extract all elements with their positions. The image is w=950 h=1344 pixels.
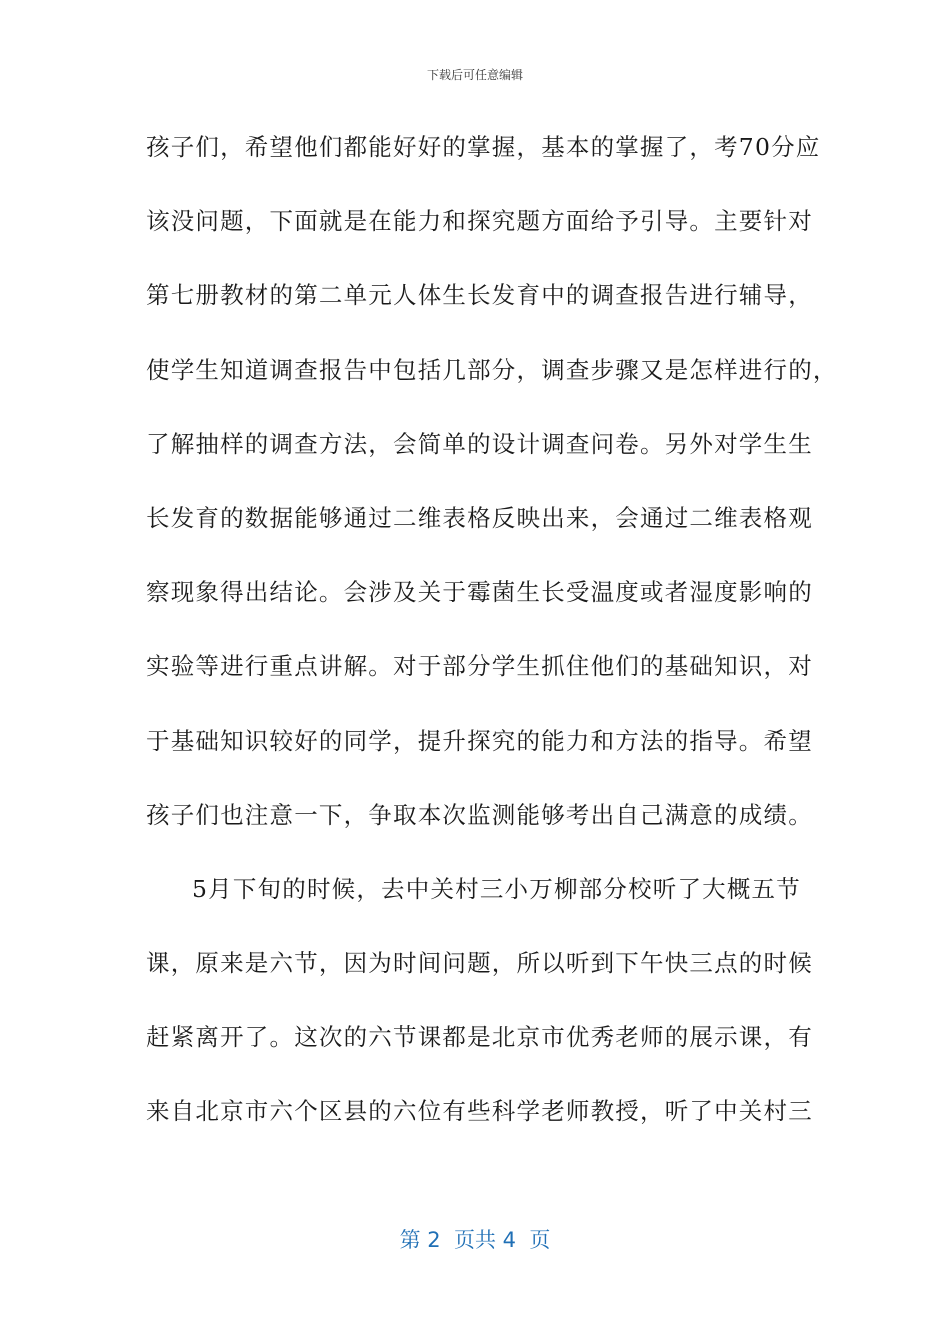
text-line: 使学生知道调查报告中包括几部分，调查步骤又是怎样进行的， <box>146 355 838 384</box>
text-line: 察现象得出结论。会涉及关于霉菌生长受温度或者湿度影响的 <box>146 578 813 607</box>
text-line: 长发育的数据能够通过二维表格反映出来，会通过二维表格观 <box>146 503 813 532</box>
text-line: 孩子们，希望他们都能好好的掌握，基本的掌握了，考70分应 <box>146 133 821 161</box>
text-line: 于基础知识较好的同学，提升探究的能力和方法的指导。希望 <box>146 726 813 755</box>
text-line: 来自北京市六个区县的六位有些科学老师教授，听了中关村三 <box>146 1097 813 1126</box>
paragraph-start-line: 5月下旬的时候，去中关村三小万柳部分校听了大概五节 <box>192 874 801 903</box>
text-line: 了解抽样的调查方法，会简单的设计调查问卷。另外对学生生 <box>146 429 813 458</box>
text-line: 实验等进行重点讲解。对于部分学生抓住他们的基础知识，对 <box>146 652 813 681</box>
body-text <box>146 122 838 1161</box>
text-line: 第七册教材的第二单元人体生长发育中的调查报告进行辅导， <box>146 281 813 310</box>
page-header: 下载后可任意编辑 <box>426 68 523 82</box>
text-line: 赶紧离开了。这次的六节课都是北京市优秀老师的展示课，有 <box>146 1023 813 1052</box>
text-line: 孩子们也注意一下，争取本次监测能够考出自己满意的成绩。 <box>146 800 813 829</box>
text-line: 该没问题，下面就是在能力和探究题方面给予引导。主要针对 <box>146 207 813 236</box>
text-line: 课，原来是六节，因为时间问题，所以听到下午快三点的时候 <box>146 949 813 978</box>
page-number-footer: 第 2 页共 4 页 <box>399 1228 551 1252</box>
